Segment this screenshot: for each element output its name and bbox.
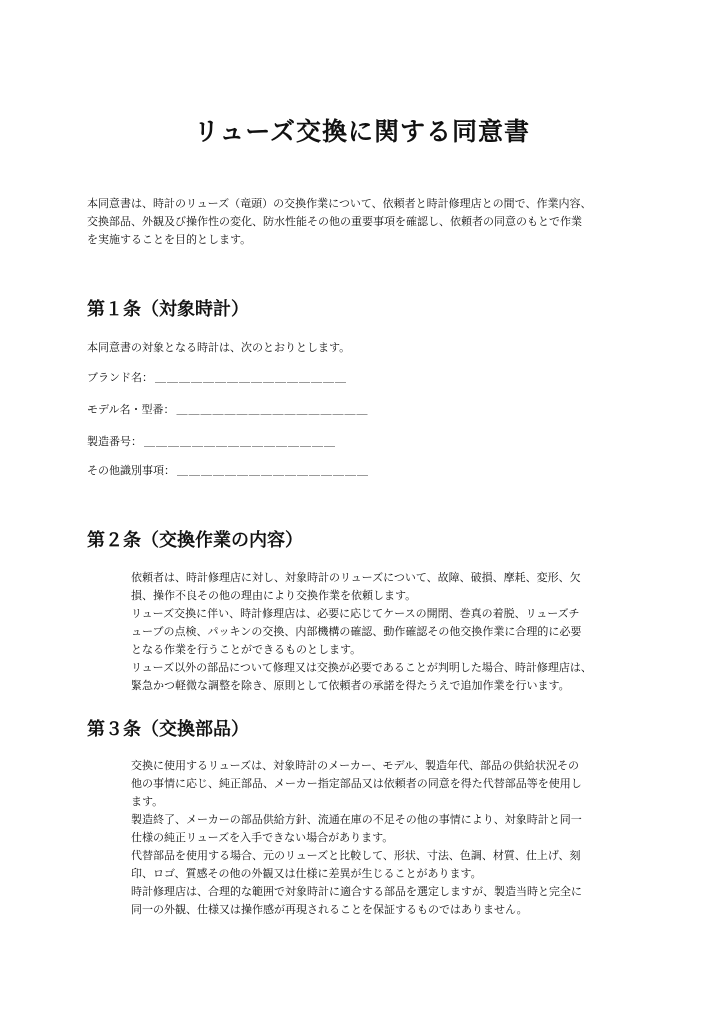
- model-label: モデル名・型番：: [87, 403, 175, 416]
- article2-body: [131, 569, 651, 695]
- other-id-label: その他識別事項：: [87, 464, 175, 477]
- article2-line: 緊急かつ軽微な調整を除き、原則として依頼者の承諾を得たうえで追加作業を行います。: [131, 679, 570, 692]
- other-id-blank[interactable]: ＿＿＿＿＿＿＿＿＿＿＿＿＿＿＿＿: [177, 464, 369, 477]
- brand-label: ブランド名：: [87, 371, 153, 384]
- model-field: [87, 402, 368, 418]
- article3-line: 仕様の純正リューズを入手できない場合があります。: [131, 831, 394, 844]
- brand-field: [87, 370, 347, 386]
- intro-line: を実施することを目的とします。: [87, 233, 252, 246]
- article2-line: リューズ交換に伴い、時計修理店は、必要に応じてケースの開閉、巻真の着脱、リューズチ: [131, 607, 580, 620]
- article2-heading: 第２条（交換作業の内容）: [87, 530, 303, 551]
- article3-line: 同一の外観、仕様又は操作感が再現されることを保証するものではありません。: [131, 903, 528, 916]
- article2-line: リューズ以外の部品について修理又は交換が必要であることが判明した場合、時計修理店は、: [131, 661, 592, 674]
- other-id-field: [87, 463, 369, 479]
- serial-label: 製造番号：: [87, 435, 142, 448]
- article2-line: 損、操作不良その他の理由により交換作業を依頼します。: [131, 589, 417, 602]
- article3-heading: 第３条（交換部品）: [87, 719, 249, 740]
- article3-line: ます。: [131, 795, 164, 808]
- intro-paragraph: [87, 195, 647, 249]
- article3-line: 他の事情に応じ、純正部品、メーカー指定部品又は依頼者の同意を得た代替部品等を使用し: [131, 777, 582, 790]
- article1-heading: 第１条（対象時計）: [87, 299, 249, 320]
- article2-line: となる作業を行うことができるものとします。: [131, 643, 362, 656]
- intro-line: 本同意書は、時計のリューズ（竜頭）の交換作業について、依頼者と時計修理店との間で、作業内容、: [87, 197, 592, 210]
- article1-lead: 本同意書の対象となる時計は、次のとおりとします。: [87, 341, 351, 354]
- article3-line: 交換に使用するリューズは、対象時計のメーカー、モデル、製造年代、部品の供給状況その: [131, 759, 580, 772]
- article3-line: 時計修理店は、合理的な範囲で対象時計に適合する部品を選定しますが、製造当時と完全に: [131, 885, 582, 898]
- article3-line: 製造終了、メーカーの部品供給方針、流通在庫の不足その他の事情により、対象時計と同一: [131, 813, 582, 826]
- model-blank[interactable]: ＿＿＿＿＿＿＿＿＿＿＿＿＿＿＿＿: [176, 403, 369, 416]
- article3-body: [131, 757, 651, 919]
- serial-blank[interactable]: ＿＿＿＿＿＿＿＿＿＿＿＿＿＿＿＿: [144, 435, 336, 448]
- article2-line: 依頼者は、時計修理店に対し、対象時計のリューズについて、故障、破損、摩耗、変形、欠: [131, 571, 581, 584]
- serial-field: [87, 434, 336, 450]
- article2-line: ューブの点検、パッキンの交換、内部機構の確認、動作確認その他交換作業に合理的に必要: [131, 625, 582, 638]
- document-title: リューズ交換に関する同意書: [193, 117, 530, 146]
- article3-line: 代替部品を使用する場合、元のリューズと比較して、形状、寸法、色調、材質、仕上げ、刻: [131, 849, 581, 862]
- article3-line: 印、ロゴ、質感その他の外観又は仕様に差異が生じることがあります。: [131, 867, 482, 880]
- intro-line: 交換部品、外観及び操作性の変化、防水性能その他の重要事項を確認し、依頼者の同意のもとで作業: [87, 215, 582, 228]
- brand-blank[interactable]: ＿＿＿＿＿＿＿＿＿＿＿＿＿＿＿＿: [155, 371, 347, 384]
